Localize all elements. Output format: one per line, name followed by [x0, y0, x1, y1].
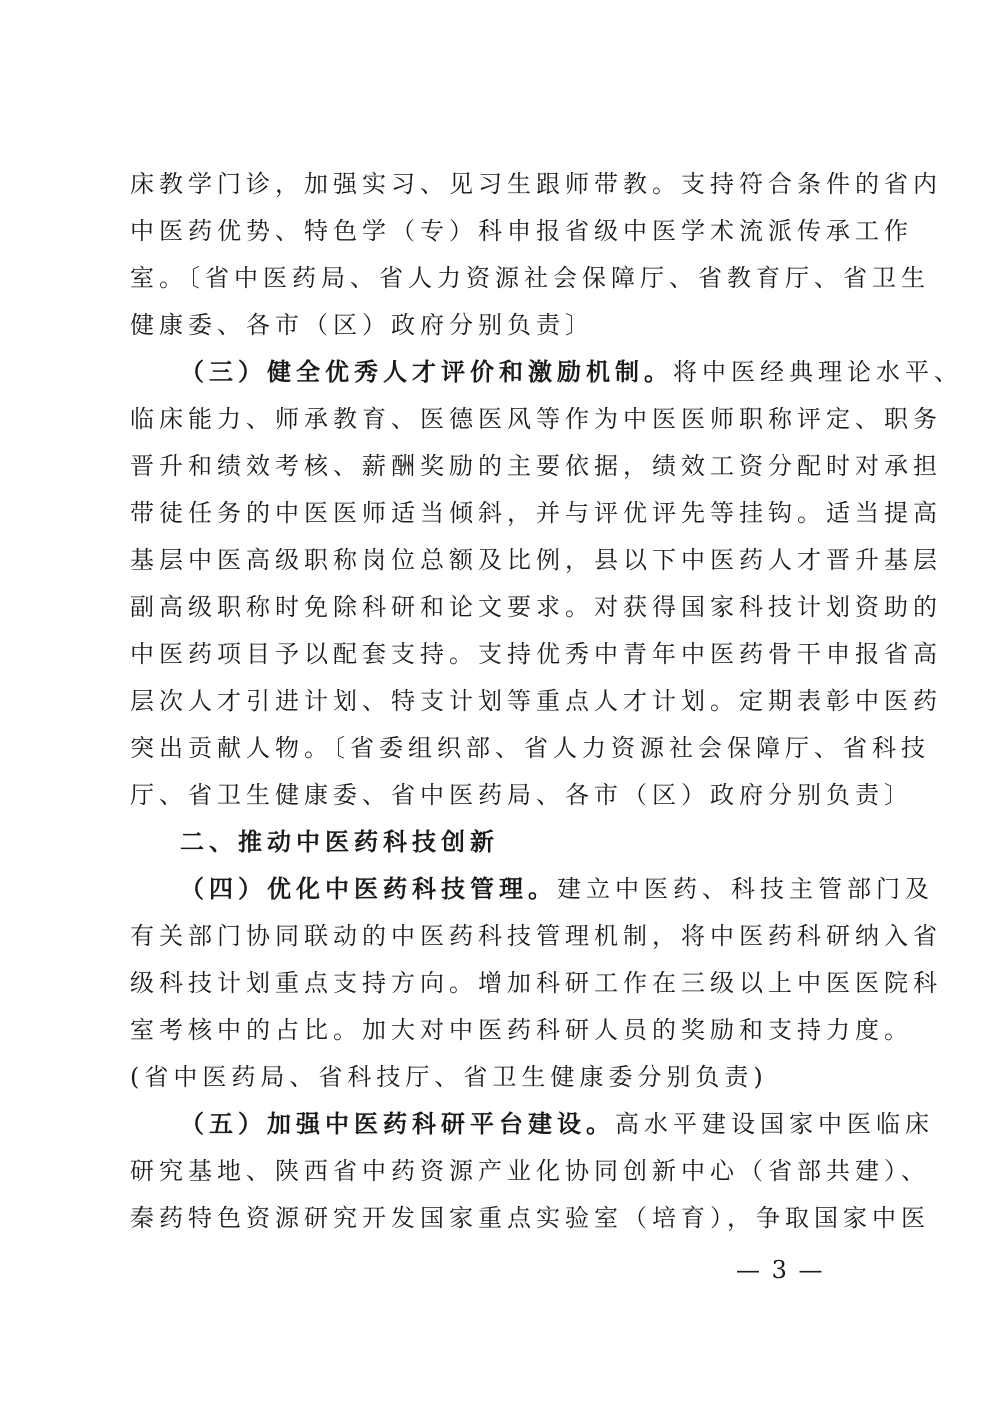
body-line: 级科技计划重点支持方向。增加科研工作在三级以上中医医院科	[130, 969, 942, 997]
body-line: 有关部门协同联动的中医药科技管理机制，将中医药科研纳入省	[130, 922, 942, 950]
body-line: (省中医药局、省科技厅、省卫生健康委分别负责)	[130, 1063, 768, 1091]
body-line: 健康委、各市（区）政府分别负责〕	[130, 311, 594, 339]
body-line: 副高级职称时免除科研和论文要求。对获得国家科技计划资助的	[130, 593, 942, 621]
body-line: 室。〔省中医药局、省人力资源社会保障厅、省教育厅、省卫生	[130, 264, 930, 292]
page-number: — 3 —	[736, 1256, 825, 1284]
body-line: 晋升和绩效考核、薪酬奖励的主要依据，绩效工资分配时对承担	[130, 452, 942, 480]
body-line: 中医药优势、特色学（专）科申报省级中医学术流派传承工作	[130, 217, 913, 245]
body-line: 秦药特色资源研究开发国家重点实验室（培育），争取国家中医	[130, 1204, 930, 1232]
body-line: 带徒任务的中医医师适当倾斜，并与评优评先等挂钩。适当提高	[130, 499, 942, 527]
section-three-title: （三）健全优秀人才评价和激励机制。	[180, 358, 673, 386]
section-heading: 二、推动中医药科技创新	[180, 828, 499, 856]
body-line: 基层中医高级职称岗位总额及比例，县以下中医药人才晋升基层	[130, 546, 942, 574]
body-line: 突出贡献人物。〔省委组织部、省人力资源社会保障厅、省科技	[130, 734, 930, 762]
section-five-line: （五）加强中医药科研平台建设。高水平建设国家中医临床	[180, 1110, 934, 1138]
section-four-title: （四）优化中医药科技管理。	[180, 875, 557, 903]
body-line: 中医药项目予以配套支持。支持优秀中青年中医药骨干申报省高	[130, 640, 942, 668]
body-line: 研究基地、陕西省中药资源产业化协同创新中心（省部共建）、	[130, 1157, 930, 1185]
section-four-line: （四）优化中医药科技管理。建立中医药、科技主管部门及	[180, 875, 934, 903]
body-line: 层次人才引进计划、特支计划等重点人才计划。定期表彰中医药	[130, 687, 942, 715]
body-line: 厅、省卫生健康委、省中医药局、各市（区）政府分别负责〕	[130, 781, 913, 809]
body-line: 临床能力、师承教育、医德医风等作为中医医师职称评定、职务	[130, 405, 942, 433]
section-five-title: （五）加强中医药科研平台建设。	[180, 1110, 615, 1138]
section-three-line: （三）健全优秀人才评价和激励机制。将中医经典理论水平、	[180, 358, 963, 386]
body-line: 床教学门诊，加强实习、见习生跟师带教。支持符合条件的省内	[130, 170, 942, 198]
body-line: 室考核中的占比。加大对中医药科研人员的奖励和支持力度。	[130, 1016, 913, 1044]
